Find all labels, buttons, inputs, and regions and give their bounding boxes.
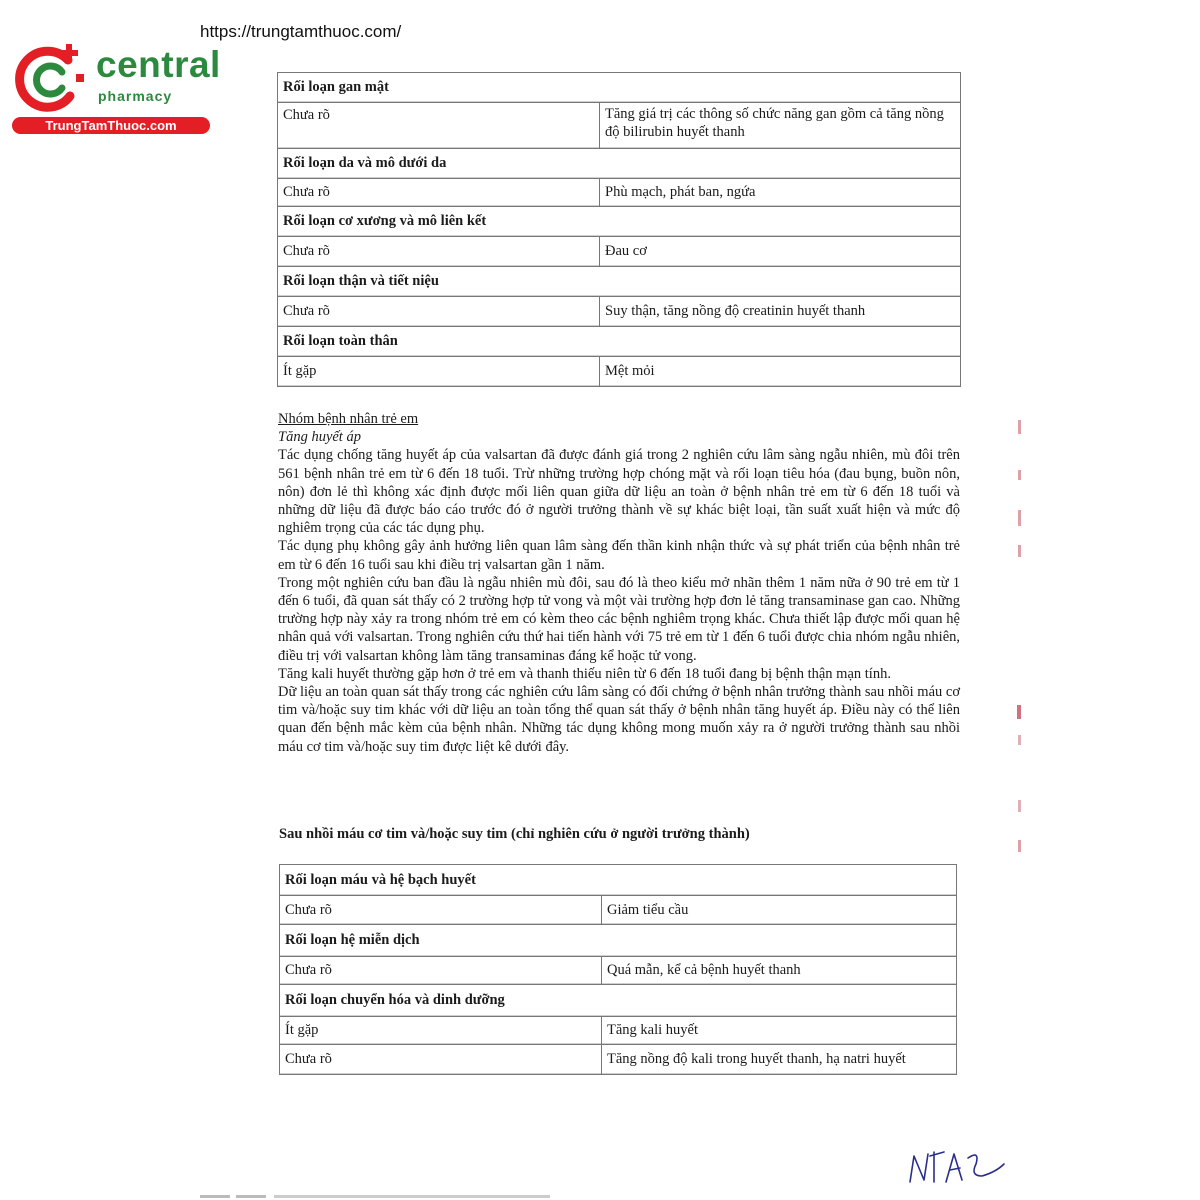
table-category-row (278, 327, 961, 357)
adverse-effects-table-2 (279, 864, 957, 1075)
effect-cell: Phù mạch, phát ban, ngứa (600, 179, 961, 207)
frequency-cell: Chưa rõ (280, 957, 602, 985)
effect-cell: Giảm tiểu cầu (602, 896, 957, 925)
category-label: Rối loạn chuyển hóa và dinh dưỡng (280, 985, 957, 1017)
category-label: Rối loạn hệ miễn dịch (280, 925, 957, 957)
section-heading: Nhóm bệnh nhân trẻ em (278, 411, 419, 427)
table-category-row (280, 865, 957, 896)
table-row (280, 1045, 957, 1075)
effect-cell: Đau cơ (600, 237, 961, 267)
frequency-cell: Chưa rõ (280, 896, 602, 925)
table-category-row (278, 267, 961, 297)
brand-website-badge: TrungTamThuoc.com (12, 117, 210, 134)
frequency-cell: Ít gặp (280, 1017, 602, 1045)
category-label: Rối loạn cơ xương và mô liên kết (278, 207, 961, 237)
table-category-row (278, 149, 961, 179)
pharmacy-logo (10, 38, 220, 138)
table-row (278, 237, 961, 267)
category-label: Rối loạn da và mô dưới da (278, 149, 961, 179)
section-subheading: Tăng huyết áp (278, 429, 361, 446)
scan-edge-marks-icon (1010, 410, 1030, 860)
frequency-cell: Chưa rõ (278, 237, 600, 267)
table-row (278, 103, 961, 149)
category-label: Rối loạn toàn thân (278, 327, 961, 357)
table-row (280, 896, 957, 925)
paragraph: Tác dụng phụ không gây ảnh hưởng liên quan lâm sàng đến thần kinh nhận thức và sự phát triển của bệnh nhân trẻ em từ 6 đến 16 tuổi sau khi điều trị valsartan gần 1 năm. (278, 538, 960, 573)
effect-cell: Tăng kali huyết (602, 1017, 957, 1045)
effect-cell: Suy thận, tăng nồng độ creatinin huyết thanh (600, 297, 961, 327)
table-row (278, 297, 961, 327)
category-label: Rối loạn gan mật (278, 73, 961, 103)
pediatric-section (278, 410, 960, 756)
table-row (280, 957, 957, 985)
table-category-row (280, 925, 957, 957)
paragraph: Tăng kali huyết thường gặp hơn ở trẻ em và thanh thiếu niên từ 6 đến 18 tuổi đang bị bệnh thận mạn tính. (278, 665, 891, 682)
table-row (280, 1017, 957, 1045)
frequency-cell: Ít gặp (278, 357, 600, 387)
effect-cell: Quá mẫn, kể cả bệnh huyết thanh (602, 957, 957, 985)
adverse-effects-table-1 (277, 72, 961, 387)
paragraph: Trong một nghiên cứu ban đầu là ngẫu nhiên mù đôi, sau đó là theo kiểu mở nhãn thêm 1 năm nữa ở 90 trẻ em từ 1 đến 6 tuổi, đã quan sát thấy có 2 trường hợp tử vong và một vài trường hợp đơn lẻ tăng transaminase gan cao. Những trường hợp này xảy ra trong nhóm trẻ em có kèm theo các bệnh nghiêm trọng khác. Chưa thiết lập được mối quan hệ nhân quả với valsartan. Trong nghiên cứu thứ hai tiến hành với 75 trẻ em từ 1 đến 6 tuổi được chia nhóm ngẫu nhiên, điều trị với valsartan không làm tăng transaminas đáng kể hoặc tử vong. (278, 574, 960, 664)
category-label: Rối loạn thận và tiết niệu (278, 267, 961, 297)
source-url[interactable]: https://trungtamthuoc.com/ (200, 22, 402, 41)
brand-subtitle: pharmacy (98, 88, 173, 104)
category-label: Rối loạn máu và hệ bạch huyết (280, 865, 957, 896)
brand-name: central (96, 44, 221, 85)
paragraph: Dữ liệu an toàn quan sát thấy trong các nghiên cứu lâm sàng có đối chứng ở bệnh nhân trưởng thành sau nhồi máu cơ tim và/hoặc suy tim khác với dữ liệu an toàn tổng thể quan sát thấy ở bệnh nhân tăng huyết áp. Điều này có thể liên quan đến bệnh mắc kèm của bệnh nhân. Những tác dụng không mong muốn xảy ra ở người trưởng thành sau nhồi máu cơ tim và/hoặc suy tim được liệt kê dưới đây. (278, 684, 960, 755)
paragraph: Tác dụng chống tăng huyết áp của valsartan đã được đánh giá trong 2 nghiên cứu lâm sàng ngẫu nhiên, mù đôi trên 561 bệnh nhân trẻ em từ 6 đến 18 tuổi. Trừ những trường hợp chóng mặt và rối loạn tiêu hóa (đau bụng, buồn nôn, nôn) đơn lẻ thì không xác định được mối liên quan giữa dữ liệu an toàn ở bệnh nhân trẻ em từ 6 đến 18 tuổi và những dữ liệu đã được báo cáo trước đó ở người trưởng thành về sự khác biệt loại, tần suất xuất hiện và mức độ nghiêm trọng của các tác dụng phụ. (278, 447, 960, 537)
table-row (278, 179, 961, 207)
table-row (278, 357, 961, 387)
table-category-row (278, 207, 961, 237)
frequency-cell: Chưa rõ (278, 103, 600, 149)
effect-cell: Tăng nồng độ kali trong huyết thanh, hạ natri huyết (602, 1045, 957, 1075)
frequency-cell: Chưa rõ (278, 297, 600, 327)
frequency-cell: Chưa rõ (278, 179, 600, 207)
handwritten-signature-icon (900, 1142, 1010, 1192)
frequency-cell: Chưa rõ (280, 1045, 602, 1075)
adult-section-heading: Sau nhồi máu cơ tim và/hoặc suy tim (chỉ nghiên cứu ở người trưởng thành) (279, 826, 750, 842)
pharmacy-cross-logo-icon (10, 38, 90, 118)
table-category-row (278, 73, 961, 103)
table-category-row (280, 985, 957, 1017)
scan-bottom-rule (200, 1195, 550, 1198)
effect-cell: Mệt mỏi (600, 357, 961, 387)
effect-cell: Tăng giá trị các thông số chức năng gan gồm cả tăng nồng độ bilirubin huyết thanh (600, 103, 961, 149)
